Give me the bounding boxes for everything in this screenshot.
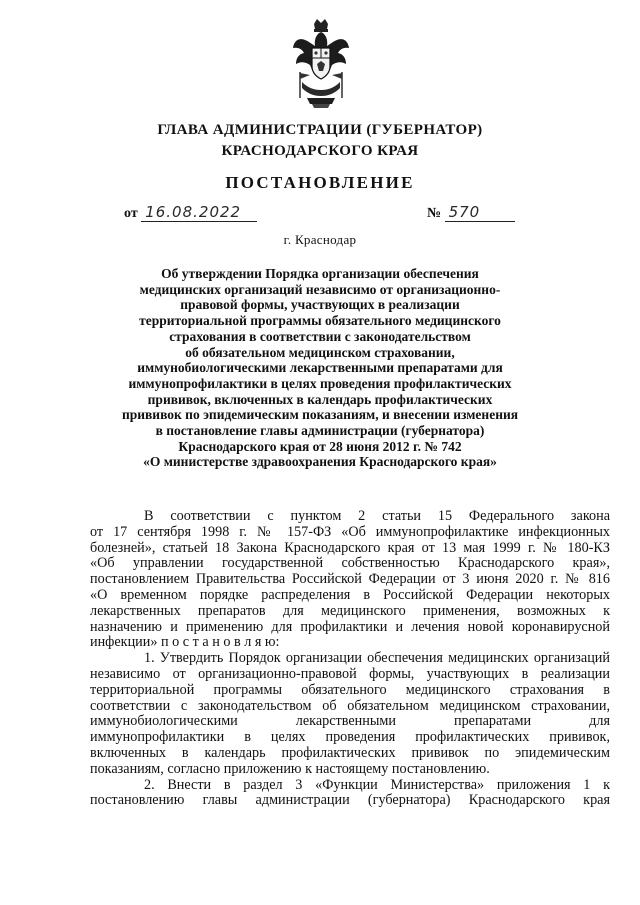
title-line: правовой формы, участвующих в реализации: [180, 297, 460, 313]
body-line: «О временном порядке распределения в Российской Федерации некоторых: [90, 586, 610, 603]
number-value: 570: [445, 203, 515, 222]
date-number-row: [124, 203, 524, 227]
body-line: «Об управлении государственной собственностью Краснодарского края»,: [90, 555, 610, 572]
document-date: [124, 203, 257, 222]
body-line: болезней», статьей 18 Закона Краснодарского края от 13 мая 1999 г. № 180-КЗ: [90, 539, 610, 556]
title-line: в постановление главы администрации (губернатора): [155, 423, 485, 439]
title-line: Краснодарского края от 28 июня 2012 г. № 742: [178, 438, 462, 454]
document-title: [120, 266, 520, 470]
body-line: независимо от организационно-правовой формы, участвующих в реализации: [90, 665, 610, 682]
title-line: территориальной программы обязательного медицинского: [139, 313, 501, 329]
body-line: инфекции» п о с т а н о в л я ю:: [90, 634, 280, 651]
coat-of-arms-icon: [290, 18, 352, 110]
title-line: страхования в соответствии с законодательством: [169, 328, 471, 344]
title-line: иммунобиологическими лекарственными препаратами для: [137, 360, 503, 376]
issuing-authority: [0, 120, 640, 162]
number-prefix: №: [427, 206, 442, 221]
body-line: включенных в календарь профилактических прививок по эпидемическим: [90, 744, 610, 761]
document-type-heading: ПОСТАНОВЛЕНИЕ: [225, 173, 415, 192]
body-line: иммунобиологическими лекарственными препаратами для: [90, 713, 610, 730]
body-line: 2. Внести в раздел 3 «Функции Министерства» приложения 1 к: [144, 776, 610, 793]
body-line: соответствии с законодательством об обязательном медицинском страховании,: [90, 697, 610, 714]
body-line: лекарственных препаратов для медицинского применения, возможных к: [90, 602, 610, 619]
body-line: 1. Утвердить Порядок организации обеспечения медицинских организаций: [144, 650, 610, 667]
document-number: [427, 203, 515, 222]
body-line: показаниям, согласно приложению к настоящему постановлению.: [90, 760, 490, 777]
title-line: Об утверждении Порядка организации обеспечения: [161, 266, 479, 281]
body-line: постановлением Правительства Российской Федерации от 3 июня 2020 г. № 816: [90, 571, 610, 588]
title-line: об обязательном медицинском страховании,: [185, 344, 455, 360]
date-prefix: от: [124, 206, 138, 221]
city-name: г. Краснодар: [283, 232, 357, 247]
date-value: 16.08.2022: [141, 203, 257, 222]
authority-line: КРАСНОДАРСКОГО КРАЯ: [221, 143, 419, 159]
body-line: постановлению главы администрации (губернатора) Краснодарского края: [90, 792, 610, 809]
body-line: В соответствии с пунктом 2 статьи 15 Федерального закона: [144, 508, 610, 524]
title-line: «О министерстве здравоохранения Краснодарского края»: [143, 454, 497, 470]
body-line: иммунопрофилактики в целях проведения профилактических прививок,: [90, 729, 610, 746]
title-line: прививок, включенных в календарь профилактических: [147, 391, 493, 407]
title-line: иммунопрофилактики в целях проведения профилактических: [128, 375, 512, 391]
body-line: назначению и применению для профилактики и лечения новой коронавирусной: [90, 618, 610, 635]
body-line: от 17 сентября 1998 г. № 157-ФЗ «Об иммунопрофилактике инфекционных: [90, 523, 610, 540]
title-line: медицинских организаций независимо от организационно-: [139, 281, 501, 297]
authority-line: ГЛАВА АДМИНИСТРАЦИИ (ГУБЕРНАТОР): [157, 122, 483, 138]
body-line: территориальной программы обязательного медицинского страхования в: [90, 681, 610, 698]
document-body: [90, 509, 610, 809]
title-line: прививок по эпидемическим показаниям, и внесении изменения: [121, 407, 519, 423]
